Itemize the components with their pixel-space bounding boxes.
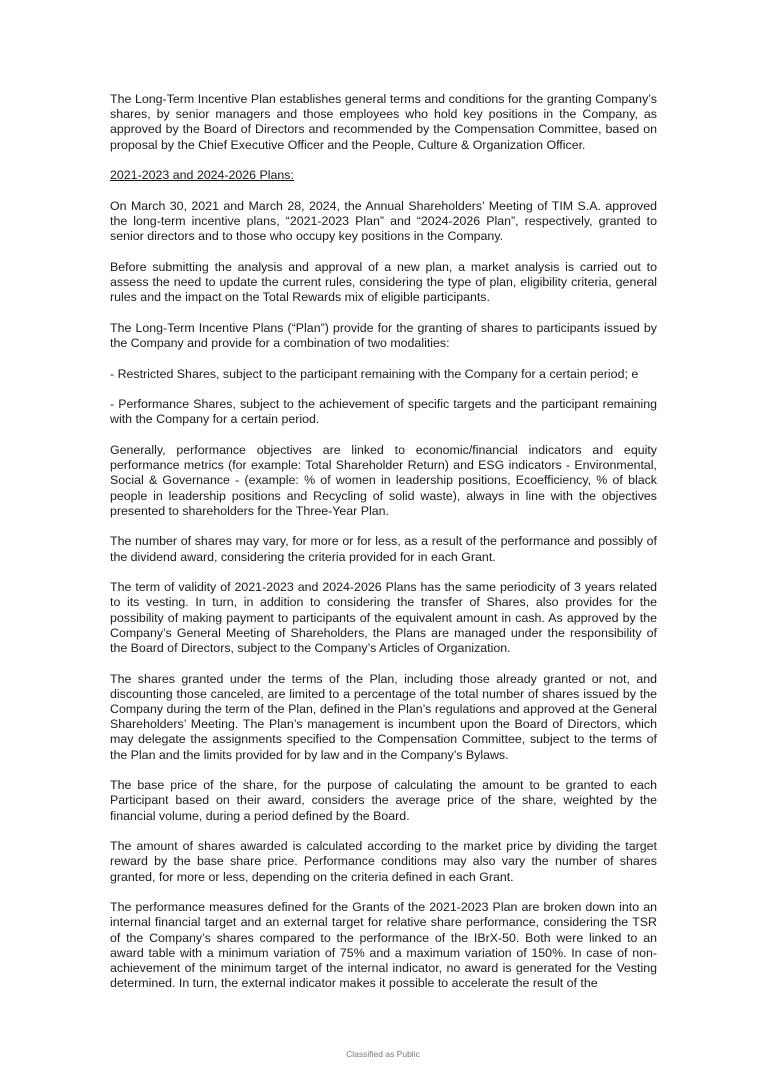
list-item-restricted-shares: - Restricted Shares, subject to the participant remaining with the Company for a certain period; e (110, 366, 639, 381)
paragraph-performance-measures: The performance measures defined for the Grants of the 2021-2023 Plan are broken down into an internal financial target and an external target for relative share performance, considering the TSR of the Company’s shares compared to the performance of the IBrX-50. Both were linked to an award table with a minimum variation of 75% and a maximum variation of 150%. In case of non-achievement of the minimum target of the internal indicator, no award is generated for the Vesting determined. In turn, the external indicator makes it possible to accelerate the result of the (110, 900, 657, 991)
list-item-performance-shares: - Performance Shares, subject to the achievement of specific targets and the participant remaining with the Company for a certain period. (110, 397, 657, 427)
paragraph-share-variation: The number of shares may vary, for more or for less, as a result of the performance and possibly of the dividend award, considering the criteria provided for in each Grant. (110, 534, 657, 564)
paragraph-share-limits: The shares granted under the terms of the Plan, including those already granted or not, and discounting those canceled, are limited to a percentage of the total number of shares issued by the Company during the term of the Plan, defined in the Plan’s regulations and approved at the General Shareholders’ Meeting. The Plan’s management is incumbent upon the Board of Directors, which may delegate the assignments specified to the Compensation Committee, subject to the terms of the Plan and the limits provided for by law and in the Company’s Bylaws. (110, 671, 657, 762)
paragraph-term-of-validity: The term of validity of 2021-2023 and 2024-2026 Plans has the same periodicity of 3 years related to its vesting. In turn, in addition to considering the transfer of Shares, also provides for the possibility of making payment to participants of the equivalent amount in cash. As approved by the Company’s General Meeting of Shareholders, the Plans are managed under the responsibility of the Board of Directors, subject to the Company’s Articles of Organization. (110, 580, 657, 655)
paragraph-plan-modalities: The Long-Term Incentive Plans (“Plan”) provide for the granting of shares to participants issued by the Company and provide for a combination of two modalities: (110, 320, 657, 350)
paragraph-shareholders-meeting: On March 30, 2021 and March 28, 2024, the Annual Shareholders’ Meeting of TIM S.A. approved the long-term incentive plans, “2021-2023 Plan” and “2024-2026 Plan”, respectively, granted to senior directors and to those who occupy key positions in the Company. (110, 198, 657, 244)
paragraph-ltip-intro: The Long-Term Incentive Plan establishes general terms and conditions for the granting Company’s shares, by senior managers and those employees who hold key positions in the Company, as approved by the Board of Directors and recommended by the Compensation Committee, based on proposal by the Chief Executive Officer and the People, Culture & Organization Officer. (110, 92, 657, 152)
section-heading-text: 2021-2023 and 2024-2026 Plans: (110, 168, 294, 183)
section-heading-plans (110, 168, 657, 183)
classification-footer: Classified as Public (346, 1049, 420, 1059)
paragraph-performance-objectives: Generally, performance objectives are linked to economic/financial indicators and equity performance metrics (for example: Total Shareholder Return) and ESG indicators - Environmental, Social & Governance - (example: % of women in leadership positions, Ecoefficiency, % of black people in leadership positions and Recycling of solid waste), always in line with the objectives presented to shareholders for the Three-Year Plan. (110, 442, 657, 518)
document-body (110, 92, 657, 1007)
paragraph-share-amount: The amount of shares awarded is calculated according to the market price by dividing the target reward by the base share price. Performance conditions may also vary the number of shares granted, for more or less, depending on the criteria defined in each Grant. (110, 839, 657, 884)
paragraph-market-analysis: Before submitting the analysis and approval of a new plan, a market analysis is carried out to assess the need to update the current rules, considering the type of plan, eligibility criteria, general rules and the impact on the Total Rewards mix of eligible participants. (110, 259, 657, 305)
paragraph-base-price: The base price of the share, for the purpose of calculating the amount to be granted to each Participant based on their award, considers the average price of the share, weighted by the financial volume, during a period defined by the Board. (110, 778, 657, 823)
